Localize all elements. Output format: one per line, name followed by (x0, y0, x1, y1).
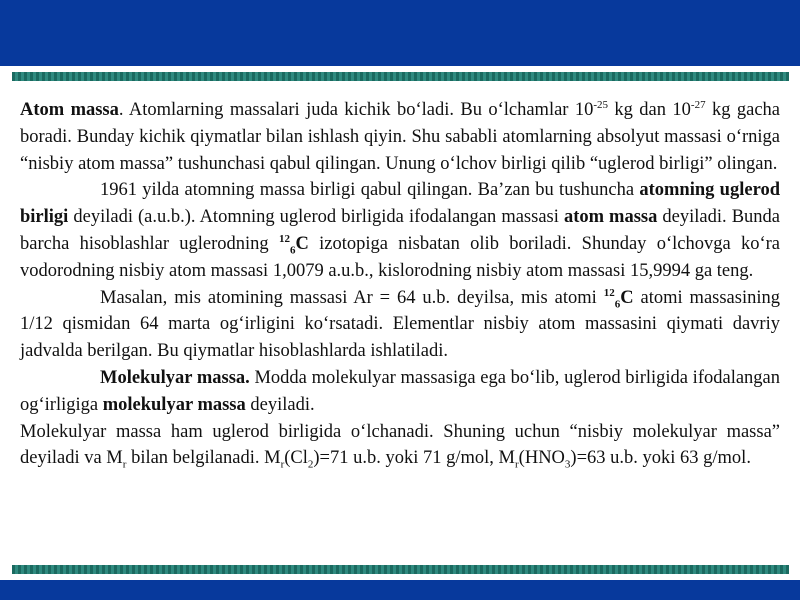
subscript: 3 (564, 459, 571, 472)
text-span: atomi massasining 1/12 qismidan 64 marta og‘irligini ko‘rsatadi. Elementlar nisbiy atom massasini qiymati davriy jadvalda berilgan. Bu qiymatlar hisoblashlarda ishlatiladi. (20, 287, 780, 362)
text-span: Masalan, mis atomining massasi Ar = 64 u.b. deyilsa, mis atomi (100, 287, 604, 308)
paragraph-example (20, 285, 780, 365)
slide-text (20, 97, 780, 472)
isotope-mass-number: 12 (278, 232, 290, 245)
text-span: Molekulyar massa ham uglerod birligida o‘lchanadi. Shuning uchun “nisbiy molekulyar massa” deyiladi va M (20, 421, 780, 469)
isotope-c12 (278, 232, 309, 257)
isotope-symbol: C (620, 287, 634, 308)
paragraph-1961 (20, 177, 780, 284)
term-bold: Molekulyar massa. (100, 367, 250, 388)
text-span: . Atomlarning massalari juda kichik bo‘ladi. Bu o‘lchamlar 10 (118, 100, 594, 120)
subscript: 2 (307, 459, 314, 472)
header-bar (0, 0, 800, 66)
isotope-atomic-number: 6 (289, 244, 296, 257)
subscript: r (280, 459, 285, 472)
paragraph-atom-mass (20, 97, 780, 177)
isotope-mass-number: 12 (603, 286, 615, 299)
footer-divider (12, 565, 789, 574)
text-span: )=71 u.b. yoki 71 g/mol, M (313, 448, 515, 469)
text-span: deyiladi. Bunda barcha hisoblashlar uglerodning (20, 207, 780, 254)
text-span: 1961 yilda atomning massa birligi qabul qilingan. Ba’zan bu tushuncha (100, 180, 640, 201)
term-bold: atomning uglerod birligi (20, 180, 780, 228)
text-span: deyiladi (a.u.b.). Atomning uglerod birligida ifodalangan massasi (68, 207, 564, 228)
text-span: kg gacha boradi. Bunday kichik qiymatlar bilan ishlash qiyin. Shu sababli atomlarning absolyut massasi o‘rniga “nisbiy atom massa” tushunchasi qabul qilingan. Unung o‘lchov birligi qilib “uglerod birligi” olingan. (20, 100, 781, 174)
text-span: (Cl (284, 448, 308, 469)
isotope-c12 (603, 286, 634, 311)
text-span: kg dan 10 (608, 100, 691, 120)
term-bold: molekulyar massa (102, 394, 246, 415)
text-span: bilan belgilanadi. M (126, 448, 281, 469)
subscript: r (515, 459, 519, 472)
paragraph-molecular-mass (20, 365, 780, 419)
text-span: izotopiga nisbatan olib boriladi. Shunday o‘lchovga ko‘ra vodorodning nisbiy atom massasi 1,0079 a.u.b., kislorodning nisbiy atom massasi 15,9994 ga teng. (20, 233, 780, 281)
exponent: -25 (593, 98, 609, 111)
exponent: -27 (690, 98, 706, 111)
paragraph-relative-molecular-mass (20, 419, 780, 473)
term-atom-massa: Atom massa (20, 100, 119, 120)
text-span: Modda molekulyar massasiga ega bo‘lib, uglerod birligida ifodalangan og‘irligiga (20, 367, 781, 415)
text-span: (HNO (518, 448, 565, 469)
header-divider (12, 72, 789, 81)
term-bold: atom massa (563, 207, 658, 228)
isotope-symbol: C (295, 233, 309, 254)
isotope-atomic-number: 6 (614, 298, 621, 311)
text-span: deyiladi. (245, 394, 315, 415)
subscript: r (122, 459, 127, 472)
footer-bar (0, 580, 800, 600)
text-span: )=63 u.b. yoki 63 g/mol. (570, 448, 751, 469)
